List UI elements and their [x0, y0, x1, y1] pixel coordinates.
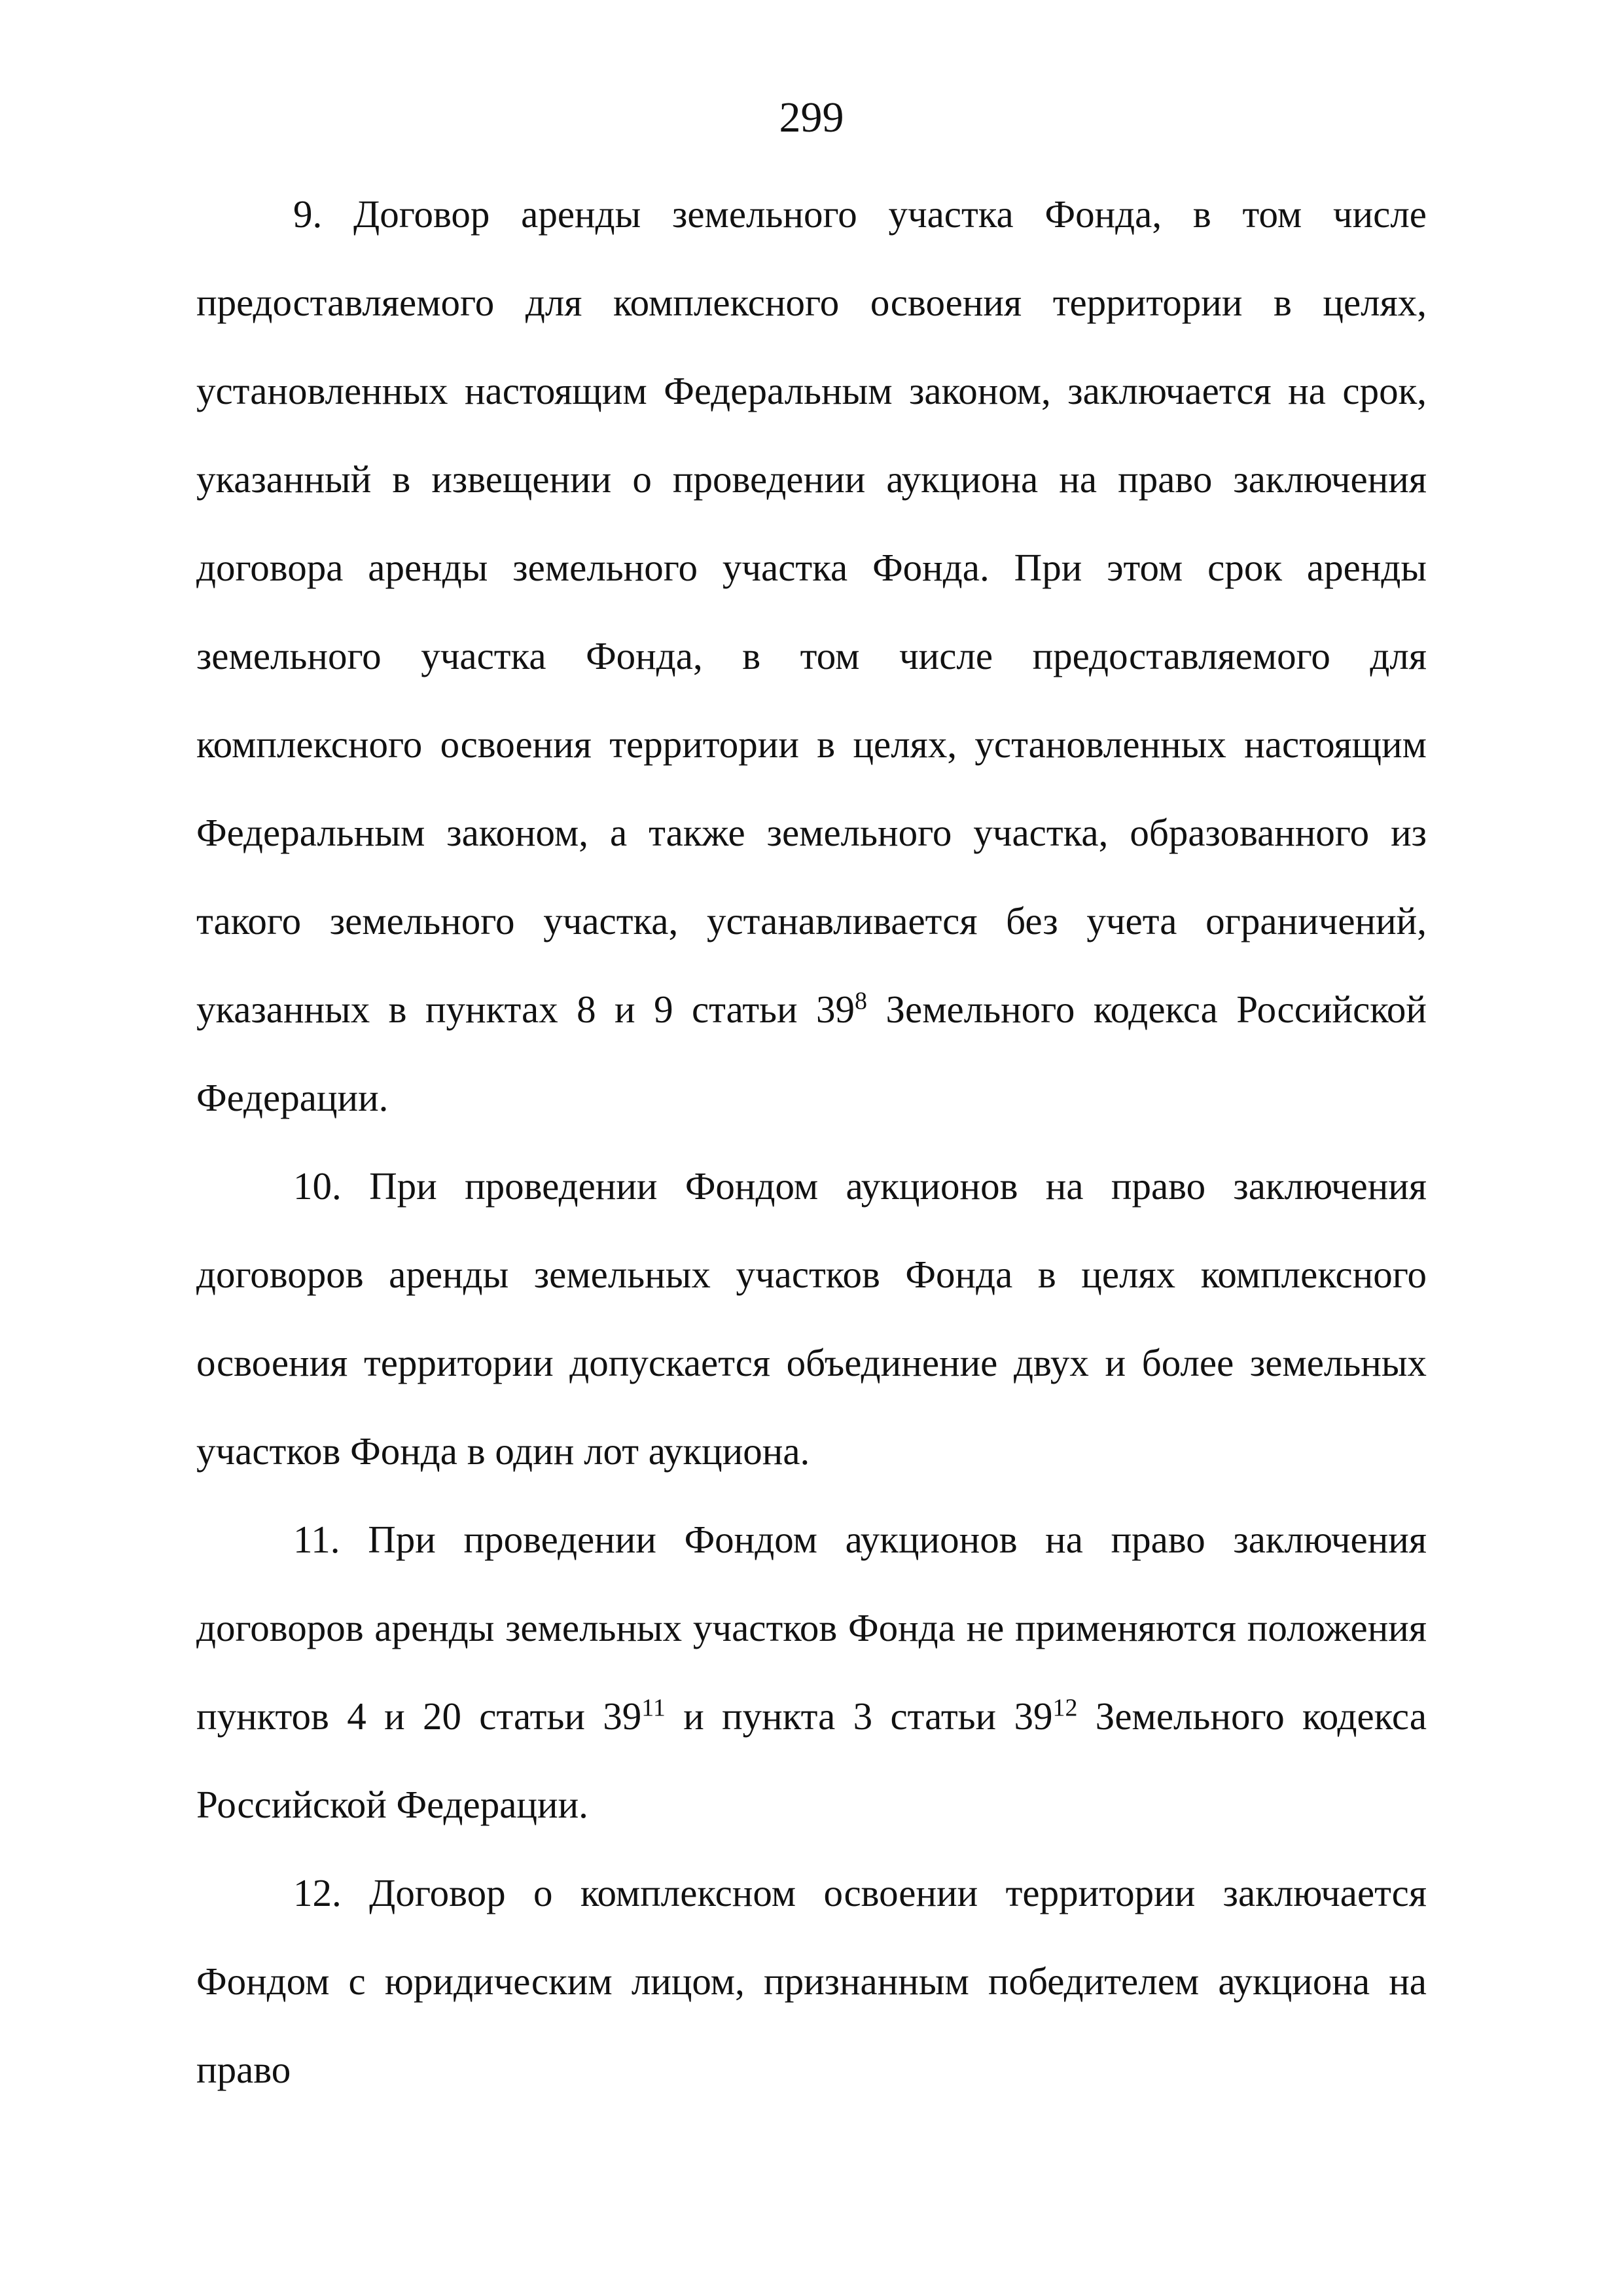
paragraph-number: 12.	[293, 1871, 342, 1914]
paragraph-number: 10.	[293, 1164, 342, 1208]
paragraph-10	[196, 1142, 1427, 1496]
paragraph-number: 11.	[293, 1518, 340, 1561]
paragraph-12	[196, 1849, 1427, 2114]
superscript: 8	[855, 987, 868, 1015]
superscript: 11	[641, 1694, 666, 1722]
paragraph-9	[196, 170, 1427, 1142]
document-body	[196, 170, 1427, 2114]
paragraph-text: Земельного кодекса Российской Федерации.	[196, 988, 1427, 1119]
paragraph-text: Договор о комплексном освоении территории заключается Фондом с юридическим лицом, признанным победителем аукциона на право	[196, 1871, 1427, 2091]
superscript: 12	[1052, 1694, 1078, 1722]
paragraph-text: Земельного кодекса Российской Федерации.	[196, 1695, 1427, 1826]
paragraph-text: и пункта 3 статьи 39	[665, 1695, 1053, 1738]
paragraph-11	[196, 1496, 1427, 1849]
paragraph-text: При проведении Фондом аукционов на право заключения договоров аренды земельных участков Фонда в целях комплексного освоения территории допускается объединение двух и более земельных участков Фонда в один лот аукциона.	[196, 1164, 1427, 1473]
paragraph-text: Договор аренды земельного участка Фонда, в том числе предоставляемого для комплексного освоения территории в целях, установленных настоящим Федеральным законом, заключается на срок, указанный в извещении о проведении аукциона на право заключения договора аренды земельного участка Фонда. При этом срок аренды земельного участка Фонда, в том числе предоставляемого для комплексного освоения территории в целях, установленных настоящим Федеральным законом, а также земельного участка, образованного из такого земельного участка, устанавливается без учета ограничений, указанных в пунктах 8 и 9 статьи 39	[196, 192, 1427, 1031]
page-number: 299	[779, 94, 844, 141]
paragraph-text: При проведении Фондом аукционов на право заключения договоров аренды земельных участков Фонда не применяются положения пунктов 4 и 20 статьи 39	[196, 1518, 1427, 1738]
paragraph-number: 9.	[293, 192, 323, 236]
